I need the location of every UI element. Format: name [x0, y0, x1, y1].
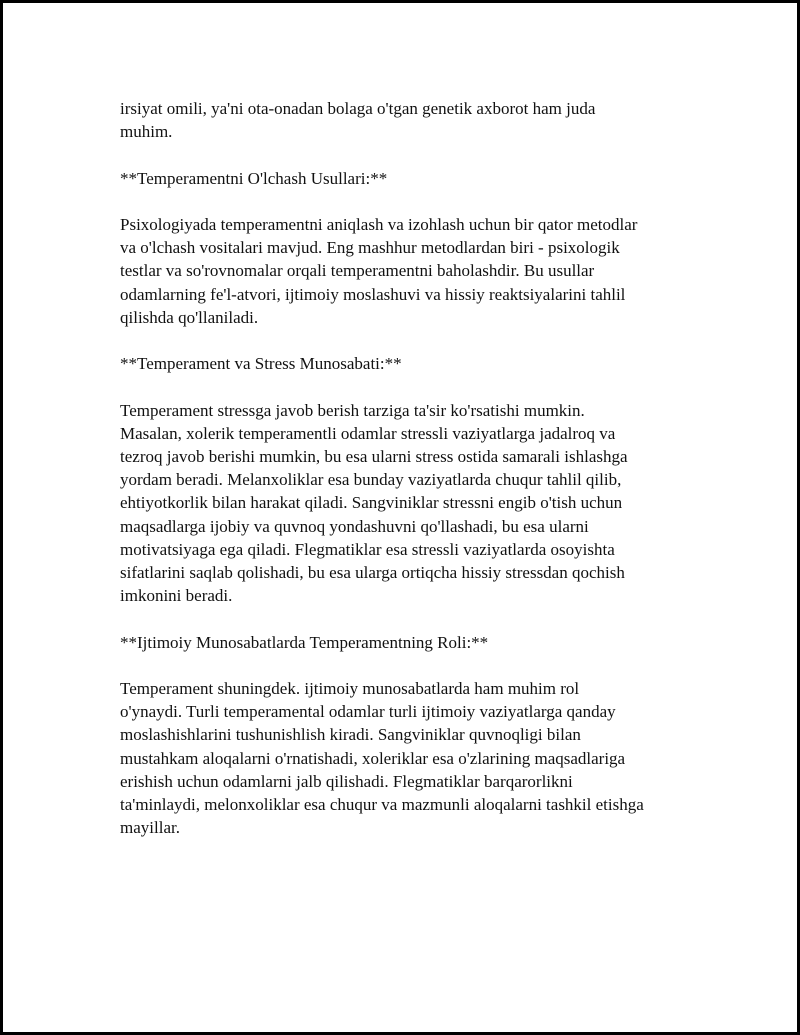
- body-paragraph: [120, 213, 700, 329]
- text-line: ta'minlaydi, melonxoliklar esa chuqur va mazmunli aloqalarni tashkil etishga: [120, 795, 644, 814]
- text-line: testlar va so'rovnomalar orqali temperamentni baholashdir. Bu usullar: [120, 261, 595, 281]
- text-line: o'ynaydi. Turli temperamental odamlar turli ijtimoiy vaziyatlarga qanday: [120, 702, 616, 722]
- text-line: erishish uchun odamlarni jalb qilishadi. Flegmatiklar barqarorlikni: [120, 771, 573, 791]
- text-line: yordam beradi. Melanxoliklar esa bunday vaziyatlarda chuqur tahlil qilib,: [120, 470, 622, 490]
- body-paragraph: [120, 677, 700, 839]
- text-line: ehtiyotkorlik bilan harakat qiladi. Sangviniklar stressni engib o'tish uchun: [120, 493, 623, 513]
- text-line: irsiyat omili, ya'ni ota-onadan bolaga o'tgan genetik axborot ham juda: [120, 99, 596, 118]
- body-paragraph: [120, 97, 700, 143]
- text-line: qilishda qo'llaniladi.: [120, 307, 259, 327]
- text-line: mayillar.: [120, 818, 180, 838]
- text-line: moslashishlarini tushunishlish kiradi. Sangviniklar quvnoqligi bilan: [120, 725, 581, 745]
- text-line: sifatlarini saqlab qolishadi, bu esa ularga ortiqcha hissiy stressdan qochish: [120, 563, 625, 582]
- text-line: va o'lchash vositalari mavjud. Eng mashhur metodlardan biri - psixologik: [120, 238, 620, 258]
- text-line: odamlarning fe'l-atvori, ijtimoiy moslashuvi va hissiy reaktsiyalarini tahlil: [120, 284, 626, 304]
- text-line: muhim.: [120, 122, 173, 142]
- text-line: **Ijtimoiy Munosabatlarda Temperamentning Roli:**: [120, 632, 489, 652]
- text-line: Temperament stressga javob berish tarziga ta'sir ko'rsatishi mumkin.: [120, 400, 585, 420]
- text-line: **Temperament va Stress Munosabati:**: [120, 354, 402, 374]
- text-line: **Temperamentni O'lchash Usullari:**: [120, 168, 388, 188]
- text-line: tezroq javob berishi mumkin, bu esa ularni stress ostida samarali ishlashga: [120, 446, 628, 466]
- section-heading: [120, 352, 700, 375]
- section-heading: [120, 167, 700, 190]
- text-line: motivatsiyaga ega qiladi. Flegmatiklar esa stressli vaziyatlarda osoyishta: [120, 539, 615, 559]
- text-line: Temperament shuningdek. ijtimoiy munosabatlarda ham muhim rol: [120, 678, 580, 698]
- text-line: Psixologiyada temperamentni aniqlash va izohlash uchun bir qator metodlar: [120, 214, 638, 234]
- text-line: maqsadlarga ijobiy va quvnoq yondashuvni qo'llashadi, bu esa ularni: [120, 516, 589, 536]
- text-line: Masalan, xolerik temperamentli odamlar stressli vaziyatlarga jadalroq va: [120, 423, 616, 443]
- section-heading: [120, 631, 700, 654]
- document-body: [120, 97, 700, 863]
- text-line: mustahkam aloqalarni o'rnatishadi, xoleriklar esa o'zlarining maqsadlariga: [120, 748, 626, 768]
- body-paragraph: [120, 399, 700, 608]
- text-line: imkonini beradi.: [120, 586, 233, 606]
